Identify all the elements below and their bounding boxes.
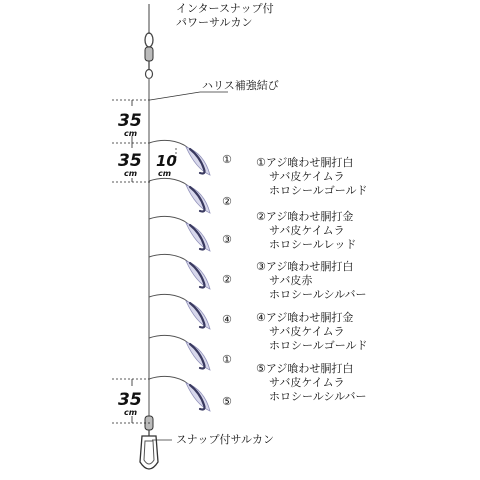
hook-marker: ⑤	[222, 395, 232, 408]
top-snap-label-line1: インタースナップ付	[176, 2, 274, 15]
branch-group	[149, 140, 232, 411]
bottom-snap-label: スナップ付サルカン	[176, 433, 275, 446]
hook-marker: ①	[222, 153, 232, 166]
legend-item-title: ⑤アジ喰わせ胴打白	[256, 362, 354, 375]
bottom-snap-swivel	[140, 416, 158, 469]
legend-item	[256, 156, 476, 198]
legend-item-detail: サバ皮ケイムラ	[269, 170, 345, 183]
lure-skin	[186, 261, 210, 289]
hook-marker: ③	[222, 233, 232, 246]
dim-upper-2-value: 35	[118, 151, 142, 171]
hook-marker: ①	[222, 353, 232, 366]
branch-lure	[149, 294, 232, 329]
legend-item-detail: サバ皮ケイムラ	[269, 376, 345, 389]
legend-item	[256, 260, 476, 302]
lure-skin	[186, 383, 210, 411]
legend-item-detail: ホロシールシルバー	[269, 390, 367, 403]
hook-marker: ④	[222, 313, 232, 326]
lure-skin	[186, 185, 210, 213]
lure-skin	[186, 342, 210, 370]
dim-branch-unit: cm	[158, 169, 172, 178]
top-snap-label-line2: パワーサルカン	[176, 16, 253, 29]
top-snap-swivel	[145, 4, 153, 79]
legend-item-detail: サバ皮ケイムラ	[269, 325, 345, 338]
dimension-labels	[118, 111, 177, 417]
legend-item-detail: ホロシールゴールド	[269, 339, 368, 352]
legend-item-detail: ホロシールレッド	[269, 238, 357, 251]
legend-item-detail: サバ皮赤	[269, 274, 313, 287]
legend-item	[256, 210, 476, 252]
dim-upper-2-unit: cm	[124, 169, 138, 178]
legend-item-title: ①アジ喰わせ胴打白	[256, 156, 354, 169]
lure-skin	[186, 223, 210, 251]
dim-lower-unit: cm	[124, 408, 138, 417]
hook-marker: ②	[222, 273, 232, 286]
dim-branch-value: 10	[156, 152, 177, 170]
branch-lure	[149, 376, 232, 411]
dim-upper-1-value: 35	[118, 111, 142, 131]
legend-item-title: ④アジ喰わせ胴打金	[256, 311, 354, 324]
legend-item-title: ③アジ喰わせ胴打白	[256, 260, 354, 273]
legend-item-detail: ホロシールゴールド	[269, 184, 368, 197]
harris-knot-label: ハリス補強結び	[202, 79, 279, 92]
legend-item-detail: サバ皮ケイムラ	[269, 224, 345, 237]
harris-knot-leader	[150, 92, 200, 100]
branch-lure	[149, 178, 232, 213]
branch-lure	[149, 216, 232, 251]
branch-lure	[149, 335, 232, 370]
hook-marker: ②	[222, 195, 232, 208]
branch-lure	[149, 254, 232, 289]
legend-item	[256, 311, 476, 353]
lure-skin	[186, 301, 210, 329]
dim-upper-1-unit: cm	[124, 129, 138, 138]
dim-lower-value: 35	[118, 390, 142, 410]
legend-item	[256, 362, 476, 404]
legend-item-detail: ホロシールシルバー	[269, 288, 367, 301]
lure-skin	[186, 147, 210, 175]
top-snap-label	[176, 2, 274, 30]
legend-item-title: ②アジ喰わせ胴打金	[256, 210, 354, 223]
